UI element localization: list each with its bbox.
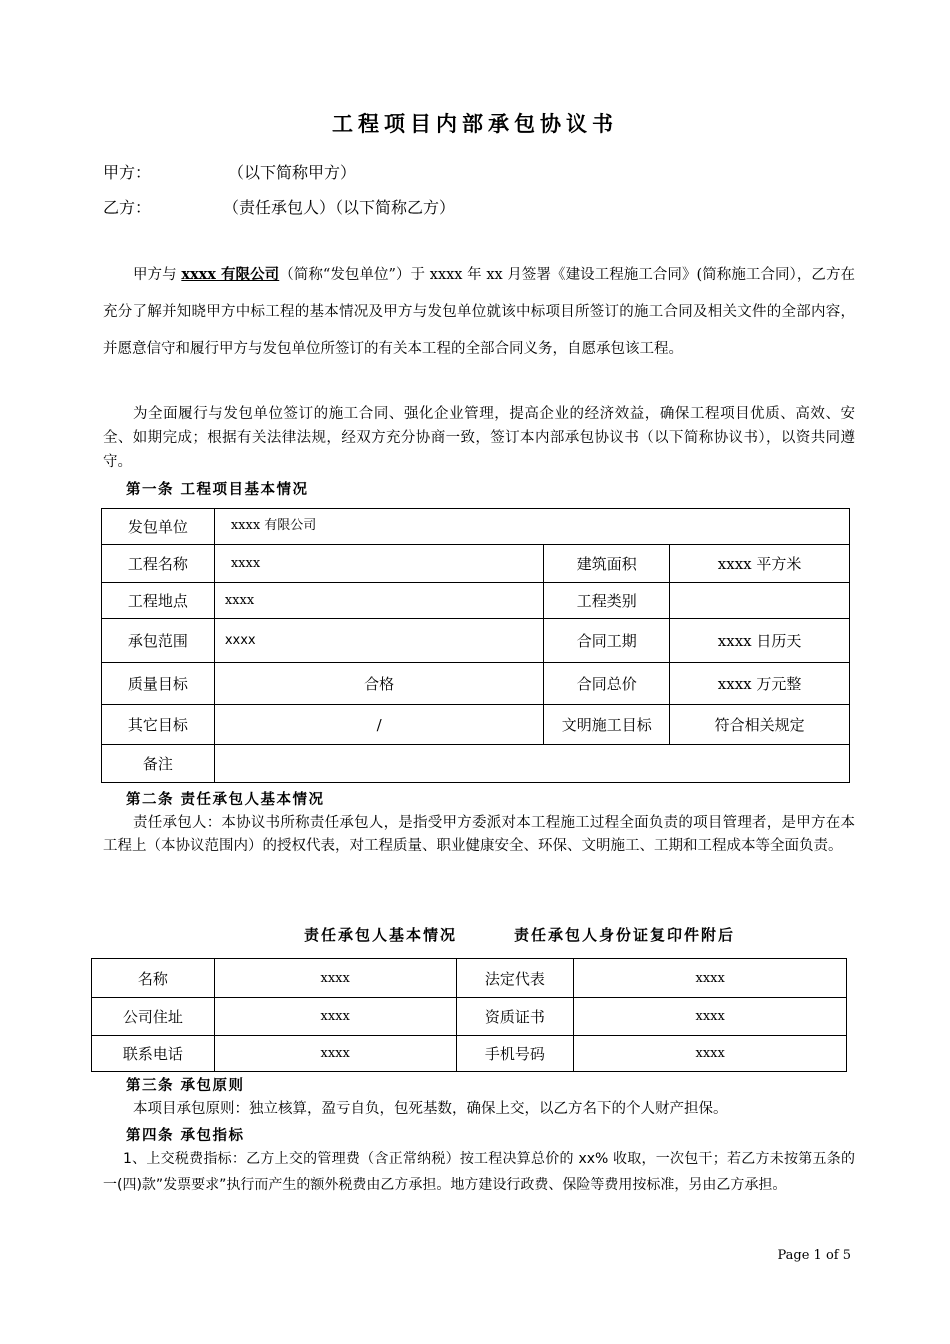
- intro-before: 甲方与: [133, 267, 182, 283]
- intro-paragraph-1: [103, 256, 855, 368]
- table-row: [102, 619, 850, 663]
- table-row: [92, 959, 847, 998]
- table-value: xxxx: [214, 1036, 456, 1072]
- page-number: Page 1 of 5: [777, 1248, 851, 1263]
- table-row: [102, 705, 850, 745]
- table-key: 工程名称: [102, 545, 215, 583]
- table-row: [102, 545, 850, 583]
- section-1-heading: 第一条 工程项目基本情况: [126, 481, 309, 498]
- table-key: 文明施工目标: [544, 705, 670, 745]
- section-3-text: 本项目承包原则：独立核算，盈亏自负，包死基数，确保上交，以乙方名下的个人财产担保。: [133, 1101, 728, 1117]
- table-value: 合格: [214, 663, 544, 705]
- table-key: 合同工期: [544, 619, 670, 663]
- table-key: 公司住址: [92, 998, 215, 1036]
- table-row: [102, 509, 850, 545]
- table-value: xxxx: [574, 959, 847, 998]
- table-row: [92, 998, 847, 1036]
- table-key: 手机号码: [456, 1036, 574, 1072]
- table-value: xxxx: [574, 998, 847, 1036]
- intro-after: （简称“发包单位”）于 xxxx 年 xx 月签署《建设工程施工合同》(简称施工合同），乙方在充分了解并知晓甲方中标工程的基本情况及甲方与发包单位就该中标项目所签订的施工合同及相关文件的全部内容，并愿意信守和履行甲方与发包单位所签订的有关本工程的全部合同义务，自愿承包该工程。: [103, 267, 856, 357]
- section-4-text: 1、上交税费指标：乙方上交的管理费（含正常纳税）按工程决算总价的 xx% 收取，一次包干；若乙方未按第五条的一(四)款”发票要求”执行而产生的额外税费由乙方承担。地方建设行政费、保险等费用按标准，另由乙方承担。: [103, 1151, 855, 1193]
- table-row: [92, 1036, 847, 1072]
- table-value: [214, 745, 849, 783]
- table-row: [102, 583, 850, 619]
- table-value: 符合相关规定: [670, 705, 850, 745]
- party-b-line: [103, 195, 456, 218]
- table-value: /: [214, 705, 544, 745]
- table-value: xxxx: [214, 583, 544, 619]
- id-copy-note: 责任承包人身份证复印件附后: [514, 926, 736, 944]
- table-key: 承包范围: [102, 619, 215, 663]
- section-2-text: 责任承包人：本协议书所称责任承包人，是指受甲方委派对本工程施工过程全面负责的项目管理者，是甲方在本工程上（本协议范围内）的授权代表，对工程质量、职业健康安全、环保、文明施工、工期和工程成本等全面负责。: [103, 815, 855, 854]
- section-3-heading: 第三条 承包原则: [126, 1077, 245, 1094]
- contractor-info-subheading: 责任承包人基本情况: [304, 926, 458, 944]
- party-a-value: （以下简称甲方）: [228, 163, 357, 182]
- party-a-label: 甲方：: [103, 163, 152, 182]
- party-a-line: [103, 160, 357, 183]
- table-key: 发包单位: [102, 509, 215, 545]
- contractor-info-table: [91, 958, 847, 1072]
- table-key: 合同总价: [544, 663, 670, 705]
- table-value: xxxx: [214, 545, 544, 583]
- party-b-label: 乙方：: [103, 198, 152, 217]
- table-value: xxxx 有限公司: [214, 509, 849, 545]
- table-key: 建筑面积: [544, 545, 670, 583]
- table-value: xxxx: [574, 1036, 847, 1072]
- table-value: xxxx 万元整: [670, 663, 850, 705]
- table-key: 备注: [102, 745, 215, 783]
- table-value: xxxx 平方米: [670, 545, 850, 583]
- project-info-table: [101, 508, 850, 783]
- contractor-company-name: xxxx 有限公司: [181, 266, 280, 283]
- table-key: 法定代表: [456, 959, 574, 998]
- table-key: 工程地点: [102, 583, 215, 619]
- table-key: 质量目标: [102, 663, 215, 705]
- table-row: [102, 663, 850, 705]
- intro-paragraph-2: 为全面履行与发包单位签订的施工合同、强化企业管理，提高企业的经济效益，确保工程项目优质、高效、安全、如期完成；根据有关法律法规，经双方充分协商一致，签订本内部承包协议书（以下简称协议书），以资共同遵守。: [103, 406, 855, 470]
- table-value: xxxx: [214, 619, 544, 663]
- table-value: xxxx: [214, 959, 456, 998]
- table-key: 其它目标: [102, 705, 215, 745]
- section-4-heading: 第四条 承包指标: [126, 1127, 245, 1144]
- table-key: 资质证书: [456, 998, 574, 1036]
- document-title: 工程项目内部承包协议书: [332, 111, 618, 136]
- party-b-value: （责任承包人）（以下简称乙方）: [223, 198, 456, 217]
- table-value: xxxx: [214, 998, 456, 1036]
- table-key: 工程类别: [544, 583, 670, 619]
- table-row: [102, 745, 850, 783]
- table-key: 联系电话: [92, 1036, 215, 1072]
- table-value: [670, 583, 850, 619]
- table-key: 名称: [92, 959, 215, 998]
- section-2-heading: 第二条 责任承包人基本情况: [126, 791, 325, 808]
- table-value: xxxx 日历天: [670, 619, 850, 663]
